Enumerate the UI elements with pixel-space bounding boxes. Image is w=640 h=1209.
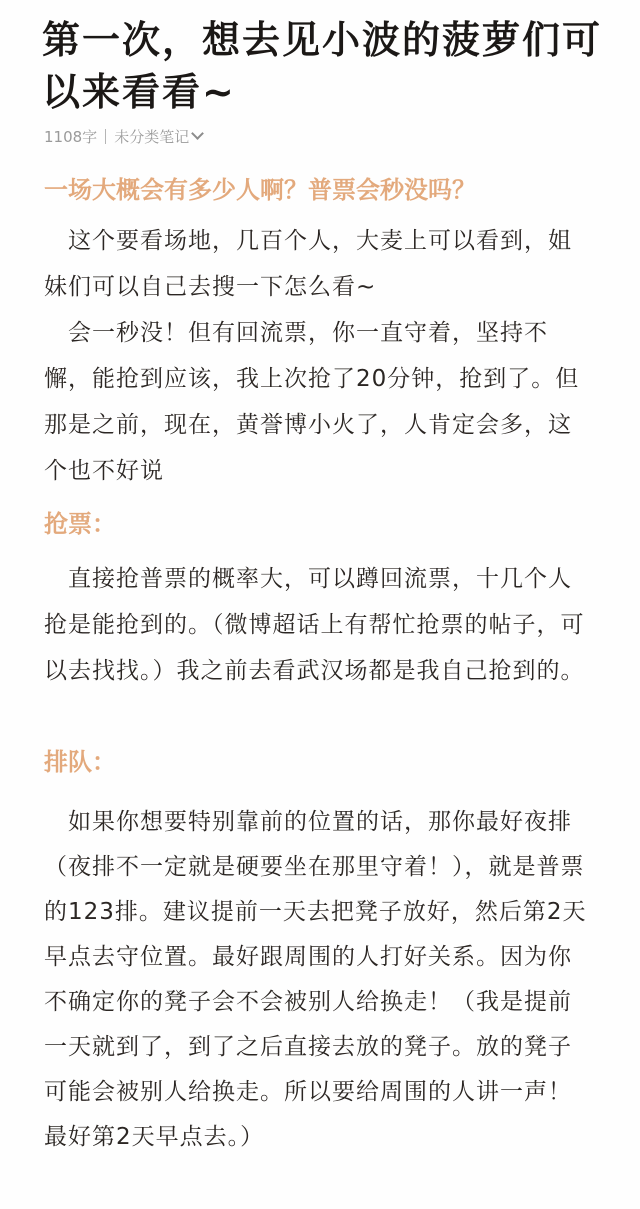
paragraph: 这个要看场地，几百个人，大麦上可以看到，姐妹们可以自己去搜一下怎么看~ <box>44 228 572 300</box>
section-heading: 抢票： <box>44 510 116 538</box>
category-label: 未分类笔记 <box>114 127 190 146</box>
article-meta <box>44 124 202 148</box>
section-heading: 排队： <box>44 748 116 776</box>
section-heading: 一场大概会有多少人啊？普票会秒没吗？ <box>44 176 476 204</box>
paragraph: 直接抢普票的概率大，可以蹲回流票，十几个人抢是能抢到的。（微博超话上有帮忙抢票的帖子，可以去找找。）我之前去看武汉场都是我自己抢到的。 <box>44 566 585 684</box>
word-count: 1108字 <box>44 127 98 146</box>
chevron-down-icon <box>191 127 204 140</box>
section-ticket <box>44 508 594 694</box>
section-attendance <box>44 174 594 494</box>
article-title: 第一次，想去见小波的菠萝们可以来看看~ <box>42 18 603 114</box>
category-selector[interactable] <box>114 126 202 147</box>
paragraph: 会一秒没！但有回流票，你一直守着，坚持不懈，能抢到应该，我上次抢了20分钟，抢到了。但那是之前，现在，黄誉博小火了，人肯定会多，这个也不好说 <box>44 320 580 484</box>
meta-divider <box>105 129 106 144</box>
paragraph: 如果你想要特别靠前的位置的话，那你最好夜排（夜排不一定就是硬要坐在那里守着！），就是普票的123排。建议提前一天去把凳子放好，然后第2天早点去守位置。最好跟周围的人打好关系。因为你不确定你的凳子会不会被别人给换走！（我是提前一天就到了，到了之后直接去放的凳子。放的凳子可能会被别人给换走。所以要给周围的人讲一声！最好第2天早点去。） <box>44 809 587 1150</box>
section-queue <box>44 746 594 1160</box>
